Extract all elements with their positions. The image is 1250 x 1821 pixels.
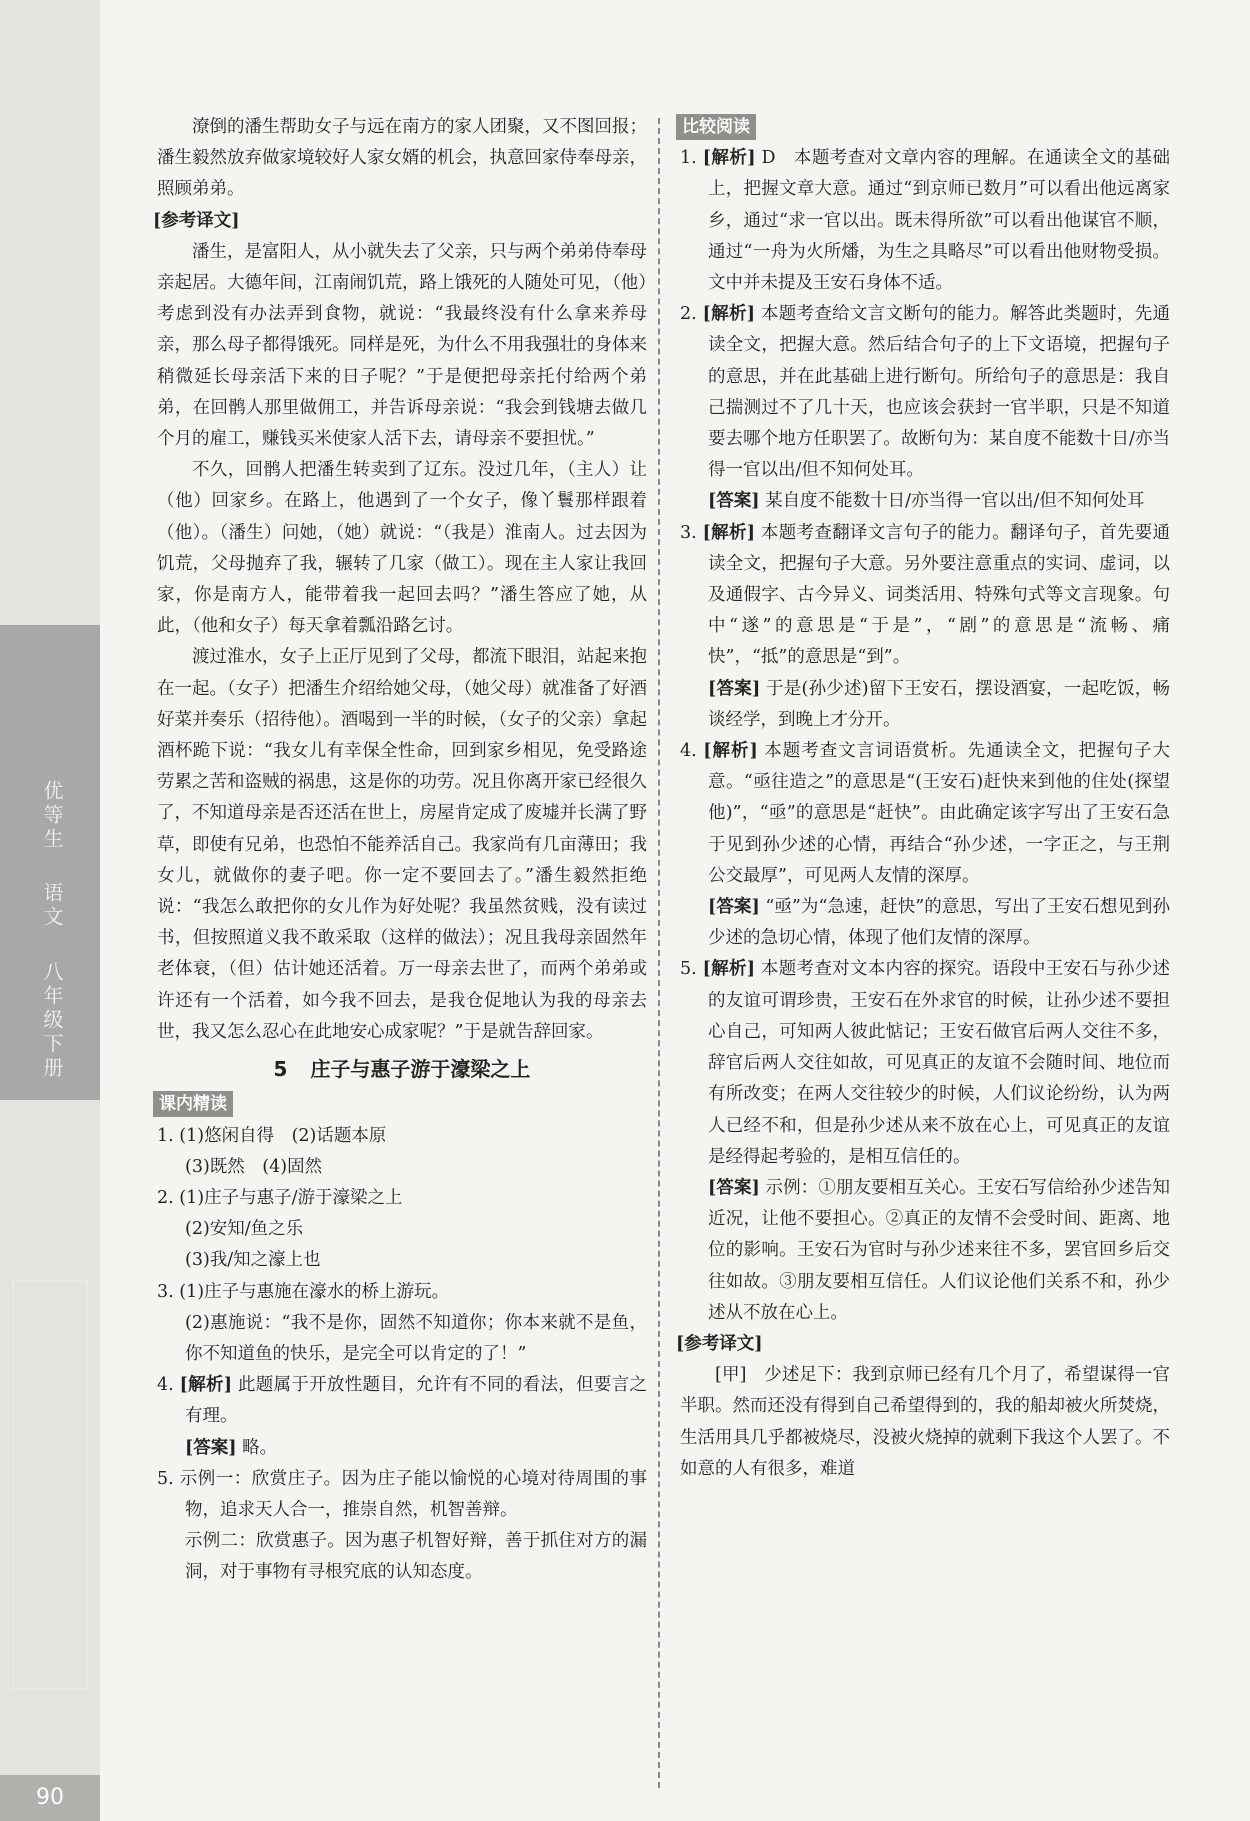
item-number: 2. <box>680 304 697 325</box>
answer-subitem: 示例二：欣赏惠子。因为惠子机智好辩，善于抓住对方的漏洞，对于事物有寻根究底的认知态度。 <box>185 1531 647 1583</box>
item-text: 此题属于开放性题目，允许有不同的看法，但要言之有理。 <box>185 1375 648 1427</box>
answer-item <box>680 518 1170 674</box>
answer-item <box>680 299 1170 486</box>
right-column <box>676 112 1171 1485</box>
item-text: (1)庄子与惠施在濠水的桥上游玩。 <box>179 1281 450 1302</box>
translation-paragraph: 潘生，是富阳人，从小就失去了父亲，只与两个弟弟侍奉母亲起居。大德年间，江南闹饥荒，路上饿死的人随处可见，（他）考虑到没有办法弄到食物，就说：“我最终没有什么拿来养母亲，那么母子都得饿死。同样是死，为什么不用我强壮的身体来稍微延长母亲活下来的日子呢？”于是便把母亲托付给两个弟弟，在回鹘人那里做佣工，并告诉母亲说：“我会到钱塘去做几个月的雇工，赚钱买米使家人活下去，请母亲不要担忧。” <box>157 241 647 450</box>
item-text: 本题考查对文本内容的探究。语段中王安石与孙少述的友谊可谓珍贵，王安石在外求官的时候，让孙少述不要担心自己，可知两人彼此惦记；王安石做官后两人交往不多，辞官后两人交往如故，可见真正的友谊不会随时间、地位而有所改变；在两人交往较少的时候，人们议论纷纷，认为两人已经不和，但是孙少述从来不放在心上，可见真正的友谊是经得起考验的，是相互信任的。 <box>708 959 1171 1167</box>
analysis-tag: [解析] <box>702 522 756 543</box>
item-number: 5. <box>157 1468 174 1489</box>
translation-paragraph: [甲] 少述足下：我到京师已经有几个月了，希望谋得一官半职。然而还没有得到自己希望得到的，我的船却被火所焚烧，生活用具几乎都被烧尽，没被火烧掉的就剩下我这个人罢了。不如意的人有很多，难道 <box>680 1365 1170 1479</box>
column-divider <box>658 118 660 1788</box>
side-frame <box>12 1280 88 1690</box>
item-number: 2. <box>157 1187 174 1208</box>
answer-tag: [答案] <box>708 897 760 918</box>
analysis-tag: [解析] <box>702 148 756 169</box>
answer-item <box>680 736 1170 892</box>
answer-subitem: (3)我/知之濠上也 <box>185 1250 321 1271</box>
reference-translation-heading: [参考译文] <box>153 210 240 231</box>
answer-text: 略。 <box>242 1437 278 1458</box>
item-text: 本题考查给文言文断句的能力。解答此类题时，先通读全文，把握大意。然后结合句子的上下文语境，把握句子的意思，并在此基础上进行断句。所给句子的意思是：我自己揣测过不了几十天，也应该会获封一官半职，只是不知道要去哪个地方任职罢了。故断句为：某自度不能数十日/亦当得一官以出/但不知何处耳。 <box>708 304 1171 481</box>
side-label-part: 八年级下册 <box>40 960 64 1081</box>
chapter-number: 5 <box>273 1057 288 1082</box>
item-number: 1. <box>680 148 697 169</box>
answer-item <box>157 1277 647 1308</box>
answer-item <box>157 1121 647 1152</box>
section-label-inclass: 课内精读 <box>153 1091 233 1117</box>
answer-subitem: (2)惠施说：“我不是你，固然不知道你；你本来就不是鱼，你不知道鱼的快乐，是完全可以肯定的了！” <box>185 1312 647 1364</box>
item-number: 4. <box>157 1375 174 1396</box>
answer-item <box>680 143 1170 299</box>
answer-subitem <box>680 674 1170 736</box>
answer-item <box>157 1464 647 1526</box>
answer-tag: [答案] <box>708 1177 760 1198</box>
answer-subitem: (2)安知/鱼之乐 <box>185 1219 304 1240</box>
answer-subitem <box>680 892 1170 954</box>
left-column <box>153 112 648 1589</box>
answer-text: 某自度不能数十日/亦当得一官以出/但不知何处耳 <box>765 491 1145 512</box>
intro-text: 潦倒的潘生帮助女子与远在南方的家人团聚，又不图回报；潘生毅然放弃做家境较好人家女婿的机会，执意回家侍奉母亲，照顾弟弟。 <box>157 117 647 200</box>
item-number: 3. <box>680 522 697 543</box>
item-text: 本题考查文言词语赏析。先通读全文，把握句子大意。“亟往造之”的意思是“(王安石)赶快来到他的住处(探望他)”，“亟”的意思是“赶快”。由此确定该字写出了王安石急于见到孙少述的心情，再结合“孙少述，一字正之，与王荆公交最厚”，可见两人友情的深厚。 <box>708 741 1170 886</box>
chapter-heading <box>157 1054 647 1085</box>
translation-paragraph: 不久，回鹘人把潘生转卖到了辽东。没过几年，（主人）让（他）回家乡。在路上，他遇到了一个女子，像丫鬟那样跟着（他）。（潘生）问她，（她）就说：“（我是）淮南人。过去因为饥荒，父母抛弃了我，辗转了几家（做工）。现在主人家让我回家，你是南方人，能带着我一起回去吗？”潘生答应了她，从此，（他和女子）每天拿着瓢沿路乞讨。 <box>157 460 647 637</box>
item-text: 本题考查翻译文言句子的能力。翻译句子，首先要通读全文，把握句子大意。另外要注意重点的实词、虚词，以及通假字、古今异义、词类活用、特殊句式等文言现象。句中“遂”的意思是“于是”，“剧”的意思是“流畅、痛快”，“抵”的意思是“到”。 <box>708 522 1171 668</box>
analysis-tag: [解析] <box>703 741 758 762</box>
analysis-tag: [解析] <box>702 304 756 325</box>
analysis-tag: [解析] <box>702 959 756 980</box>
item-text: 示例一：欣赏庄子。因为庄子能以愉悦的心境对待周围的事物，追求天人合一，推崇自然，机智善辩。 <box>179 1468 647 1520</box>
section-label-comparative: 比较阅读 <box>676 114 756 140</box>
answer-text: “亟”为“急速，赶快”的意思，写出了王安石想见到孙少述的急切心情，体现了他们友情的深厚。 <box>708 897 1170 949</box>
answer-subitem <box>680 486 1170 517</box>
answer-item <box>157 1183 647 1214</box>
answer-tag: [答案] <box>708 678 761 699</box>
answer-item <box>680 954 1170 1172</box>
item-text: (1)悠闲自得 (2)话题本原 <box>179 1125 387 1146</box>
item-text: D 本题考查对文章内容的理解。在通读全文的基础上，把握文章大意。通过“到京师已数月”可以看出他远离家乡，通过“求一官以出。既未得所欲”可以看出他谋官不顺，通过“一舟为火所燔，为生之具略尽”可以看出他财物受损。文中并未提及王安石身体不适。 <box>708 148 1170 294</box>
side-label-part: 语文 <box>40 882 64 931</box>
answer-item <box>157 1370 647 1432</box>
translation-paragraph: 渡过淮水，女子上正厅见到了父母，都流下眼泪，站起来抱在一起。（女子）把潘生介绍给她父母，（她父母）就准备了好酒好菜并奏乐（招待他）。酒喝到一半的时候，（女子的父亲）拿起酒杯跪下说：“我女儿有幸保全性命，回到家乡相见，免受路途劳累之苦和盗贼的祸患，这是你的功劳。况且你离开家已经很久了，不知道母亲是否还活在世上，房屋肯定成了废墟并长满了野草，即使有兄弟，也恐怕不能养活自己。我家尚有几亩薄田；我女儿，就做你的妻子吧。你一定不要回去了。”潘生毅然拒绝说：“我怎么敢把你的女儿作为好处呢？我虽然贫贱，没有读过书，但按照道义我不敢采取（这样的做法）；况且我母亲固然年老体衰，（但）估计她还活着。万一母亲去世了，而两个弟弟或许还有一个活着，如今我不回去，是我仓促地认为我的母亲去世，我又怎么忍心在此地安心成家呢？”于是就告辞回家。 <box>157 647 647 1042</box>
item-number: 5. <box>680 959 697 980</box>
book-title-vertical <box>38 770 67 1091</box>
reference-translation-heading: [参考译文] <box>676 1333 763 1354</box>
item-number: 4. <box>680 741 697 762</box>
chapter-title: 庄子与惠子游于濠梁之上 <box>310 1057 531 1082</box>
item-number: 1. <box>157 1125 174 1146</box>
item-number: 3. <box>157 1281 174 1302</box>
answer-subitem <box>680 1173 1170 1329</box>
answer-tag: [答案] <box>708 491 760 512</box>
answer-subitem <box>157 1433 647 1464</box>
page-number: 90 <box>0 1775 100 1821</box>
answer-text: 示例：①朋友要相互关心。王安石写信给孙少述告知近况，让他不要担心。②真正的友情不会受时间、距离、地位的影响。王安石为官时与孙少述来往不多，罢官回乡后交往如故。③朋友要相互信任。人们议论他们关系不和，孙少述从不放在心上。 <box>708 1177 1170 1323</box>
side-label-part: 优等生 <box>40 780 64 852</box>
side-margin <box>0 0 100 1821</box>
answer-text: 于是(孙少述)留下王安石，摆设酒宴，一起吃饭，畅谈经学，到晚上才分开。 <box>708 678 1170 730</box>
item-text: (1)庄子与惠子/游于濠梁之上 <box>179 1187 403 1208</box>
answer-tag: [答案] <box>185 1437 237 1458</box>
answer-subitem: (3)既然 (4)固然 <box>185 1156 323 1177</box>
analysis-tag: [解析] <box>179 1375 233 1396</box>
